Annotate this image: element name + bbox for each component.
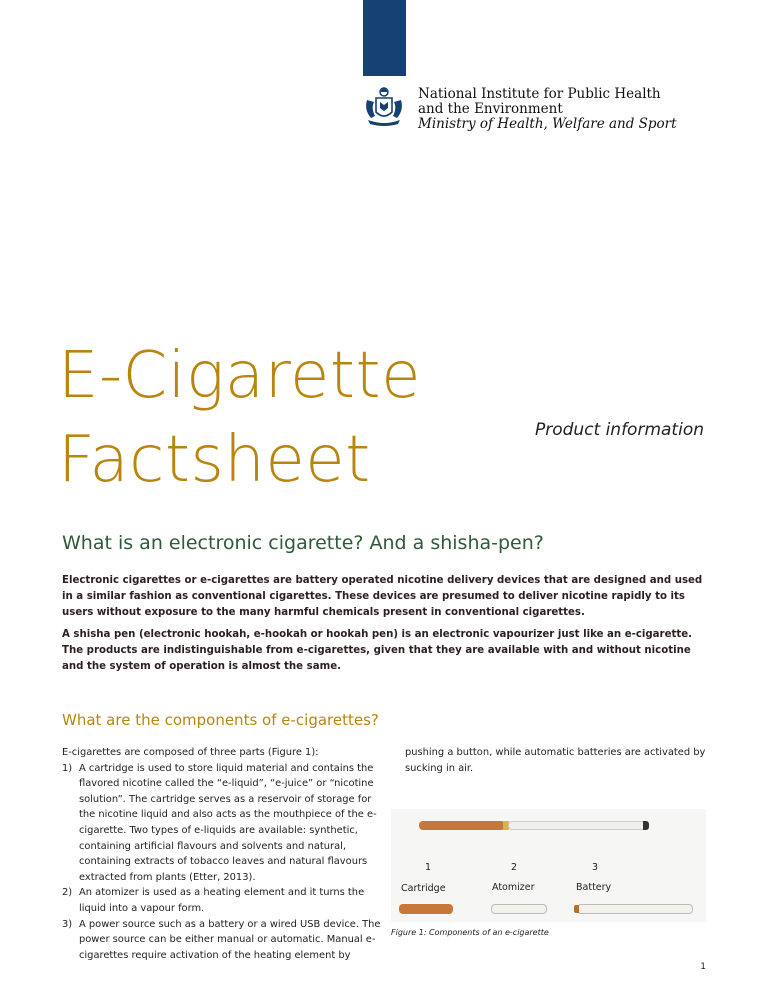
product-information-label: Product information [534,420,704,440]
institute-name [418,87,677,132]
institute-line-2: and the Environment [418,101,563,117]
government-logo-band [363,0,406,76]
list-item [62,917,382,964]
intro-paragraph-2: A shisha pen (electronic hookah, e-hookah or hookah pen) is an electronic vapourizer just like an e-cigarette. The products are indistinguishable from e-cigarettes, given that they are available with and without nicotine and the system of operation is almost the same. [62,629,693,672]
list-item-number: 1) [62,762,73,774]
institute-line-1: National Institute for Public Health [418,86,661,102]
figure-label-number-3: 3 [592,862,599,873]
battery-connector-part [574,905,579,913]
figure-label-number-1: 1 [425,862,432,873]
list-item [62,885,382,916]
figure-label-number-2: 2 [511,862,518,873]
title-line-2: Factsheet [58,423,371,497]
atomizer-part [491,904,547,914]
assembled-cartridge-part [419,821,505,830]
section-heading-what-is: What is an electronic cigarette? And a shisha-pen? [62,532,544,554]
figure-caption: Figure 1: Components of an e-cigarette [391,928,549,937]
list-item [62,761,382,886]
document-title [58,334,421,502]
page-number: 1 [700,962,706,972]
ministry-name: Ministry of Health, Welfare and Sport [418,116,677,132]
components-intro: E-cigarettes are composed of three parts (Figure 1): [62,747,319,758]
dutch-government-emblem-icon [362,84,406,128]
figure-label-cartridge: Cartridge [401,883,446,894]
section-heading-components: What are the components of e-cigarettes? [62,711,379,729]
e-cigarette-components-photo [391,809,706,922]
components-list [62,761,382,964]
list-item-text: A cartridge is used to store liquid material and contains the flavored nicotine called the “e-liquid”, “e-juice” or “nicotine solution”. The cartridge serves as a reservoir of storage for the nicotine liquid and also acts as the mouthpiece of the e-cigarette. Two types of e-liquids are available: synthetic, containing artificial flavours and solvents and natural, containing extracts of tobacco leaves and natural flavours extracted from plants (Etter, 2013). [79,762,377,883]
components-column-right [405,745,710,776]
title-line-1: E-Cigarette [58,339,421,413]
list-item-number: 2) [62,887,73,899]
intro-paragraph-1: Electronic cigarettes or e-cigarettes are battery operated nicotine delivery devices that are designed and used in a similar fashion as conventional cigarettes. These devices are presumed to deliver nicotine rapidly to its users without exposure to the many harmful chemicals present in conventional cigarettes. [62,575,703,618]
list-item-text: A power source such as a battery or a wired USB device. The power source can be either manual or automatic. Manual e-cigarettes require activation of the heating element by [79,918,381,961]
list-item-text: An atomizer is used as a heating element and it turns the liquid into a vapour form. [79,887,365,914]
battery-part [577,904,693,914]
figure-label-atomizer: Atomizer [492,882,535,893]
assembled-battery-part [508,821,648,830]
list-item-number: 3) [62,918,73,930]
components-continued-text: pushing a button, while automatic batteries are activated by sucking in air. [405,747,706,774]
assembled-tip-part [643,821,649,830]
cartridge-part [399,904,453,914]
components-column-left [62,745,382,963]
figure-label-battery: Battery [576,882,612,893]
